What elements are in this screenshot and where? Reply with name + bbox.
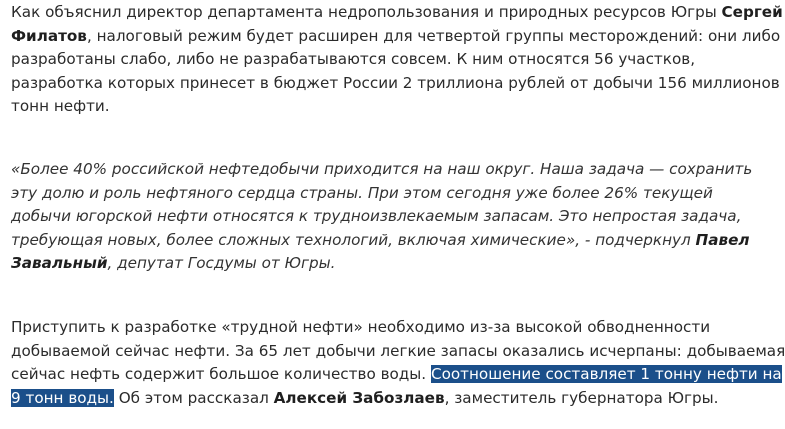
text-line: 9 тонн воды. Об этом рассказал Алексей Забозлаев, заместитель губернатора Югры.: [11, 388, 719, 407]
person-name: Филатов: [11, 26, 87, 45]
text-line: Завальный, депутат Госдумы от Югры.: [11, 254, 336, 273]
text-line: разработка которых принесет в бюджет России 2 триллиона рублей от добычи 156 миллионов: [11, 73, 780, 92]
text-line: Как объяснил директор департамента недропользования и природных ресурсов Югры Сергей: [11, 3, 783, 21]
text-line: требующая новых, более сложных технологий, включая химические», - подчеркнул Павел: [11, 230, 750, 249]
paragraph-zabozlaev: [11, 316, 785, 410]
quote-paragraph: [11, 158, 753, 276]
text-line: сейчас нефть содержит большое количество воды. Соотношение составляет 1 тонну нефти на: [11, 365, 782, 384]
text-line: эту долю и роль нефтяного сердца страны. При этом сегодня уже более 26% текущей: [11, 183, 713, 202]
text-line: Приступить к разработке «трудной нефти» необходимо из-за высокой обводненности: [11, 318, 711, 336]
selected-text[interactable]: 9 тонн воды.: [11, 388, 114, 407]
text-line: Филатов, налоговый режим будет расширен для четвертой группы месторождений: они либо: [11, 26, 781, 45]
person-name: Павел: [695, 230, 750, 249]
person-name: Алексей Забозлаев: [273, 388, 445, 407]
person-name: Сергей: [721, 3, 783, 21]
text-line: разработаны слабо, либо не разрабатываются совсем. К ним относятся 56 участков,: [11, 50, 696, 69]
text-line: добычи югорской нефти относятся к трудноизвлекаемым запасам. Это непростая задача,: [11, 207, 742, 226]
text-line: тонн нефти.: [11, 97, 110, 116]
text-line: «Более 40% российской нефтедобычи приходится на наш округ. Наша задача — сохранить: [11, 160, 753, 178]
person-name: Завальный: [11, 254, 108, 273]
selected-text[interactable]: Соотношение составляет 1 тонну нефти на: [430, 365, 782, 384]
paragraph-filatov: [11, 1, 783, 119]
text-line: добываемой сейчас нефти. За 65 лет добычи легкие запасы оказались исчерпаны: добываемая: [11, 341, 785, 360]
